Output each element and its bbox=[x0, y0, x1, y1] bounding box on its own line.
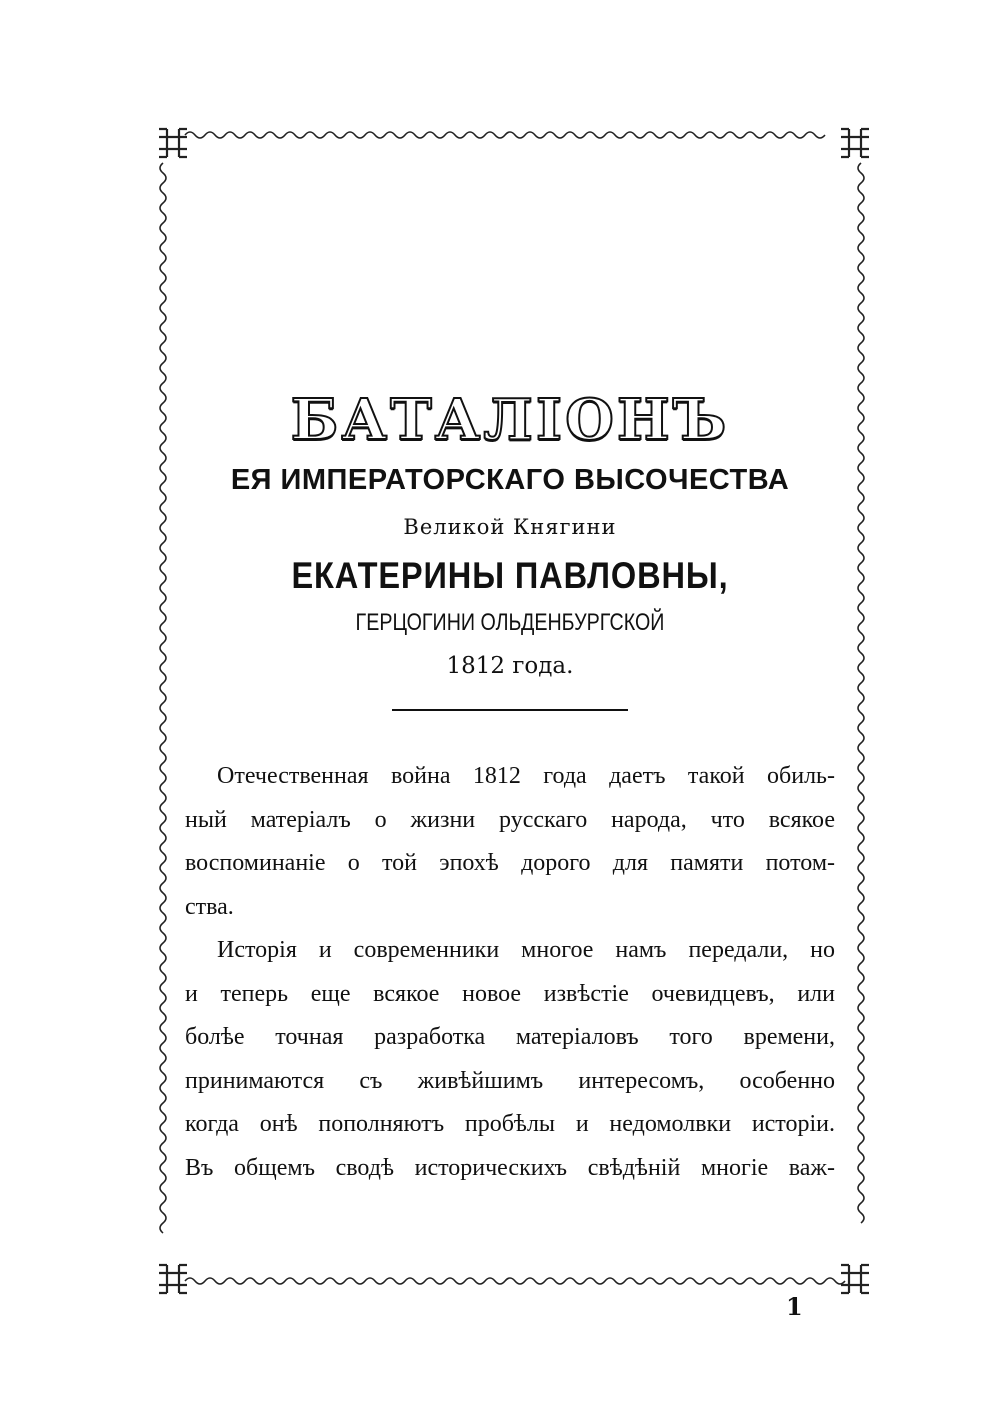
subtitle-name: ЕКАТЕРИНЫ ПАВЛОВНЫ, bbox=[291, 555, 729, 596]
page-number: 1 bbox=[786, 1292, 803, 1321]
border-top bbox=[185, 129, 845, 141]
paragraph-2 bbox=[185, 929, 835, 1190]
subtitle-year: 1812 года. bbox=[446, 653, 574, 679]
text-line: когда онѣ пополняютъ пробѣлы и недомолвки исторіи. bbox=[185, 1111, 835, 1137]
corner-ornament-icon bbox=[837, 125, 873, 161]
corner-ornament-icon bbox=[155, 125, 191, 161]
page-content bbox=[185, 380, 835, 1190]
border-bottom bbox=[185, 1275, 845, 1287]
corner-ornament-icon bbox=[837, 1261, 873, 1297]
text-line: ный матеріалъ о жизни русскаго народа, что всякое bbox=[185, 806, 835, 833]
subtitle-majesty: ЕЯ ИМПЕРАТОРСКАГО ВЫСОЧЕСТВА bbox=[230, 464, 790, 496]
text-line: Отечественная война 1812 года даетъ такой обиль- bbox=[217, 763, 835, 789]
subtitle-duchess-oldenburg: ГЕРЦОГИНИ ОЛЬДЕНБУРГСКОЙ bbox=[355, 609, 665, 636]
border-right bbox=[855, 163, 867, 1263]
text-line: ства. bbox=[185, 893, 234, 920]
subtitle-grand-duchess: Великой Княгини bbox=[403, 515, 617, 539]
text-line: Исторія и современники многое намъ передали, но bbox=[217, 937, 835, 963]
text-line: воспоминаніе о той эпохѣ дорого для памяти потом- bbox=[185, 850, 835, 876]
text-line: Въ общемъ сводѣ историческихъ свѣдѣній многіе важ- bbox=[185, 1154, 835, 1181]
document-title: БАТАЛІОНЪ bbox=[290, 387, 730, 453]
title-divider bbox=[392, 709, 628, 711]
border-left bbox=[157, 163, 169, 1263]
corner-ornament-icon bbox=[155, 1261, 191, 1297]
text-line: принимаются съ живѣйшимъ интересомъ, особенно bbox=[185, 1067, 835, 1094]
text-line: и теперь еще всякое новое извѣстіе очевидцевъ, или bbox=[185, 980, 835, 1007]
text-line: болѣе точная разработка матеріаловъ того времени, bbox=[185, 1024, 835, 1050]
paragraph-1 bbox=[185, 755, 835, 929]
